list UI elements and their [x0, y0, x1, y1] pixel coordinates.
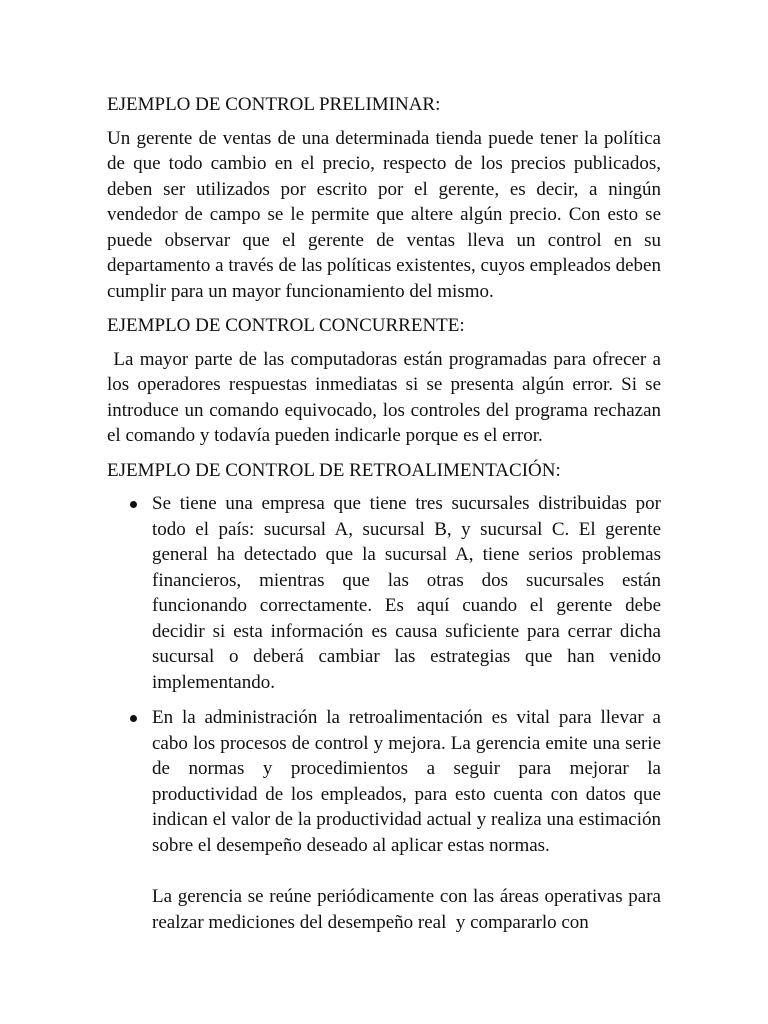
bullet-text: En la administración la retroalimentación es vital para llevar a cabo los procesos de control y mejora. La gerencia emite una serie de normas y procedimientos a seguir para mejorar la productividad de los empleados, para esto cuenta con datos que indican el valor de la productividad actual y realiza una estimación sobre el desempeño deseado al aplicar estas normas. [152, 707, 661, 856]
bullet-item [107, 491, 661, 695]
bullet-text: Se tiene una empresa que tiene tres sucursales distribuidas por todo el país: sucursal A, sucursal B, y sucursal C. El gerente general ha detectado que la sucursal A, tiene serios problemas financieros, mientras que las otras dos sucursales están funcionando correctamente. Es aquí cuando el gerente debe decidir si esta información es causa suficiente para cerrar dicha sucursal o deberá cambiar las estrategias que han venido implementando. [152, 493, 661, 693]
section-paragraph-concurrente: La mayor parte de las computadoras están programadas para ofrecer a los operadores respuestas inmediatas si se presenta algún error. Si se introduce un comando equivocado, los controles del programa rechazan el comando y todavía pueden indicarle porque es el error. [107, 348, 666, 446]
continuation-paragraph: La gerencia se reúne periódicamente con las áreas operativas para realzar mediciones del desempeño real y compararlo con [152, 886, 666, 933]
bullet-item [107, 705, 661, 858]
document-content [107, 92, 666, 935]
bullet-dot-icon [130, 501, 137, 508]
section-heading-concurrente: EJEMPLO DE CONTROL CONCURRENTE: [107, 315, 465, 336]
bullet-dot-icon [130, 715, 137, 722]
section-heading-retroalimentacion: EJEMPLO DE CONTROL DE RETROALIMENTACIÓN: [107, 459, 561, 481]
section-heading-preliminar: EJEMPLO DE CONTROL PRELIMINAR: [107, 94, 441, 115]
bullet-list [107, 491, 661, 858]
section-paragraph-preliminar: Un gerente de ventas de una determinada tienda puede tener la política de que todo cambio en el precio, respecto de los precios publicados, deben ser utilizados por escrito por el gerente, es decir, a ningún vendedor de campo se le permite que altere algún precio. Con esto se puede observar que el gerente de ventas lleva un control en su departamento a través de las políticas existentes, cuyos empleados deben cumplir para un mayor funcionamiento del mismo. [107, 127, 661, 302]
